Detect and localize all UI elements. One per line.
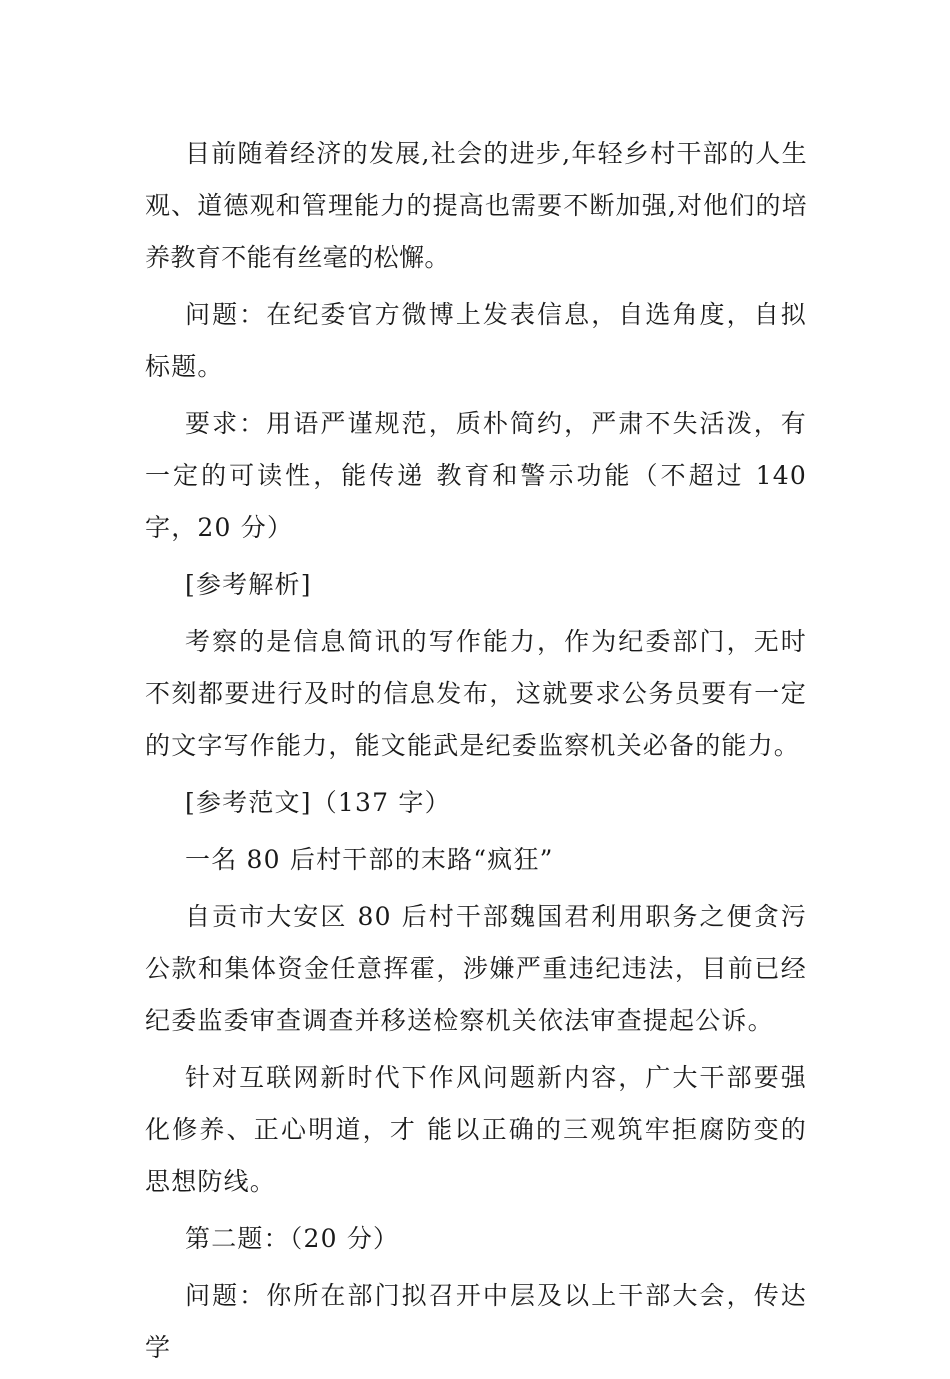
paragraph-reference-sample-heading: [参考范文]（137 字）: [185, 788, 451, 817]
paragraph-question-2: 问题：你所在部门拟召开中层及以上干部大会，传达学: [145, 1281, 807, 1362]
paragraph-requirements: 要求：用语严谨规范，质朴简约，严肃不失活泼，有一定的可读性，能传递 教育和警示功能（不超过 140 字，20 分）: [145, 409, 807, 542]
paragraph-sample-body-2: 针对互联网新时代下作风问题新内容，广大干部要强化修养、正心明道，才 能以正确的三观筑牢拒腐防变的思想防线。: [145, 1063, 807, 1196]
paragraph-reference-analysis: 考察的是信息简讯的写作能力，作为纪委部门，无时不刻都要进行及时的信息发布，这就要求公务员要有一定的文字写作能力，能文能武是纪委监察机关必备的能力。: [145, 627, 807, 760]
document-body: [145, 128, 807, 1379]
paragraph-question-2-heading: 第二题：（20 分）: [185, 1224, 400, 1253]
paragraph-reference-analysis-heading: [参考解析]: [185, 570, 312, 599]
paragraph-question-1: 问题：在纪委官方微博上发表信息，自选角度，自拟标题。: [145, 300, 807, 381]
paragraph-sample-body-1: 自贡市大安区 80 后村干部魏国君利用职务之便贪污公款和集体资金任意挥霍，涉嫌严重违纪违法，目前已经纪委监委审查调查并移送检察机关依法审查提起公诉。: [145, 902, 807, 1035]
paragraph-intro: 目前随着经济的发展,社会的进步,年轻乡村干部的人生观、道德观和管理能力的提高也需要不断加强,对他们的培养教育不能有丝毫的松懈。: [145, 139, 807, 272]
paragraph-sample-title: 一名 80 后村干部的末路“疯狂”: [185, 845, 554, 874]
